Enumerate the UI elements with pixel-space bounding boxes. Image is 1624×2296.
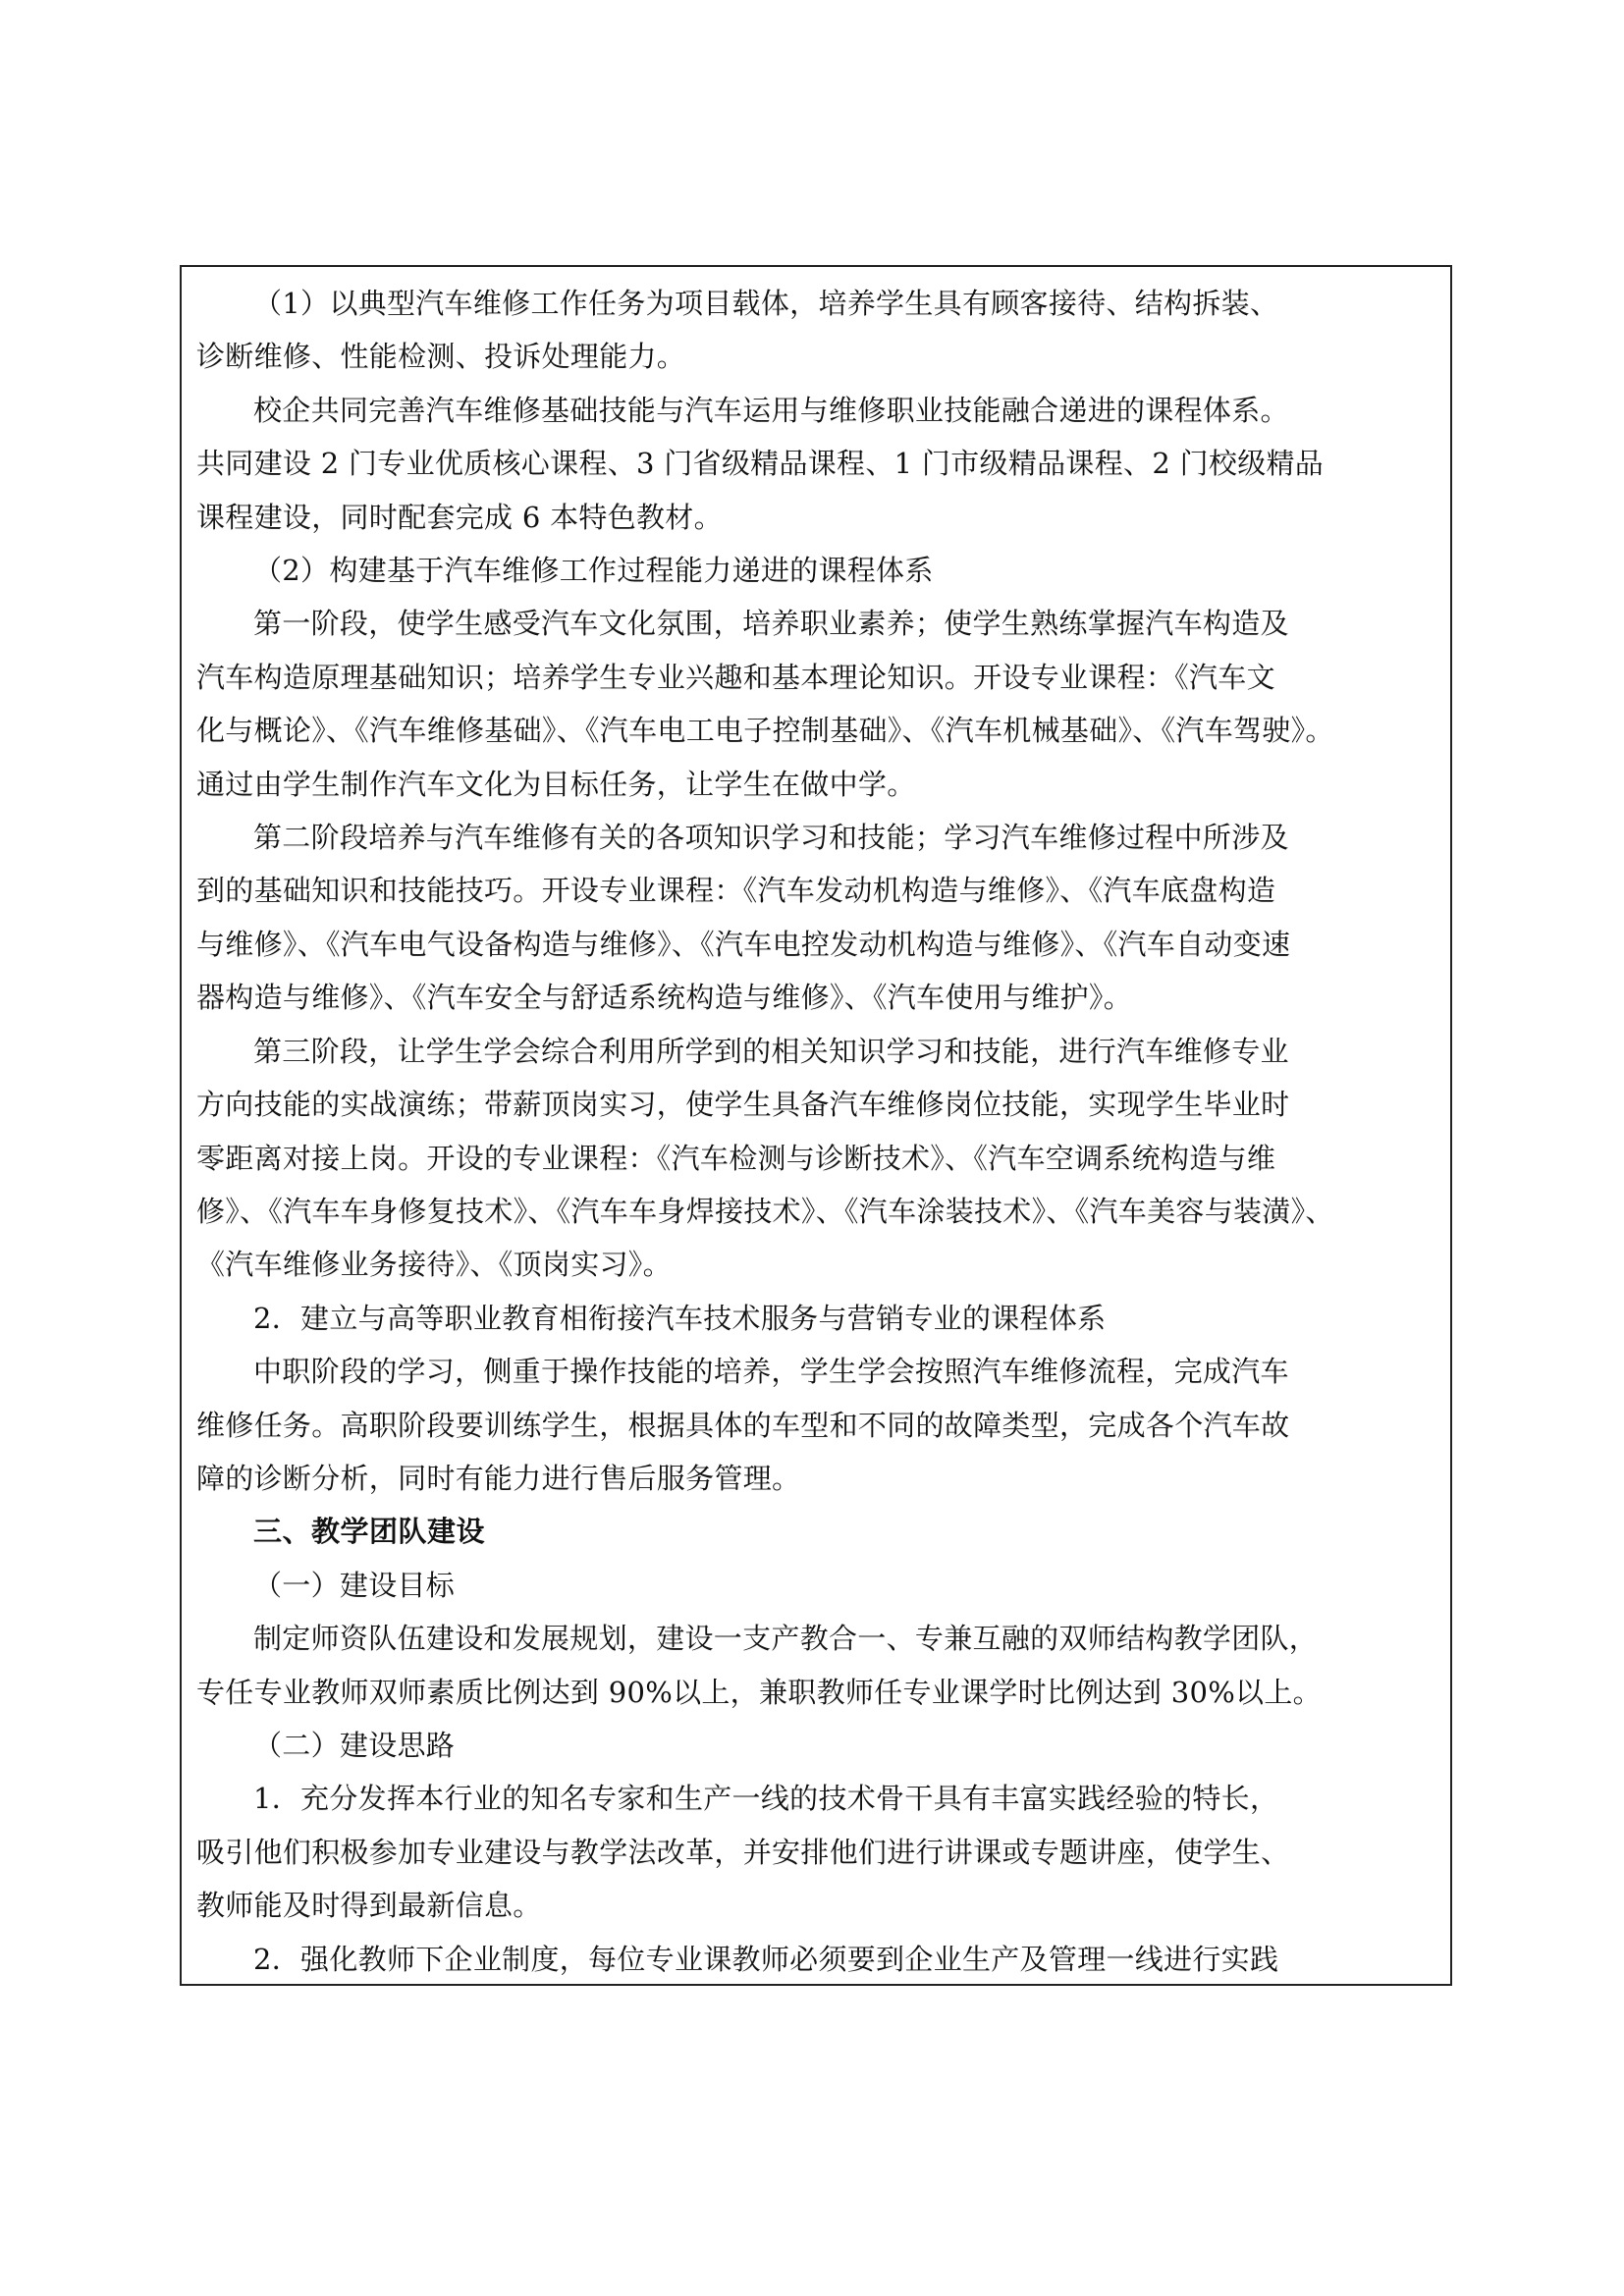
text-line: 方向技能的实战演练；带薪顶岗实习，使学生具备汽车维修岗位技能，实现学生毕业时: [196, 1088, 1290, 1122]
text-line: （2）构建基于汽车维修工作过程能力递进的课程体系: [253, 554, 934, 588]
text-line: 零距离对接上岗。开设的专业课程：《汽车检测与诊断技术》、《汽车空调系统构造与维: [196, 1141, 1276, 1175]
text-line: 化与概论》、《汽车维修基础》、《汽车电工电子控制基础》、《汽车机械基础》、《汽车驾驶》。: [196, 714, 1334, 748]
text-line: 中职阶段的学习，侧重于操作技能的培养，学生学会按照汽车维修流程，完成汽车: [253, 1355, 1289, 1389]
text-line: 修》、《汽车车身修复技术》、《汽车车身焊接技术》、《汽车涂装技术》、《汽车美容与装潢》、: [196, 1194, 1334, 1228]
document-body: [196, 277, 1441, 1986]
text-line: 1．充分发挥本行业的知名专家和生产一线的技术骨干具有丰富实践经验的特长，: [253, 1782, 1279, 1816]
text-line: 到的基础知识和技能技巧。开设专业课程：《汽车发动机构造与维修》、《汽车底盘构造: [196, 874, 1276, 908]
text-line: 器构造与维修》、《汽车安全与舒适系统构造与维修》、《汽车使用与维护》。: [196, 981, 1133, 1015]
section-heading: 三、教学团队建设: [253, 1515, 486, 1549]
text-line: 与维修》、《汽车电气设备构造与维修》、《汽车电控发动机构造与维修》、《汽车自动变速: [196, 927, 1291, 961]
text-line: 障的诊断分析，同时有能力进行售后服务管理。: [196, 1461, 801, 1495]
text-line: 汽车构造原理基础知识；培养学生专业兴趣和基本理论知识。开设专业课程：《汽车文: [196, 660, 1275, 694]
text-line: 教师能及时得到最新信息。: [196, 1889, 542, 1923]
text-line: 第一阶段，使学生感受汽车文化氛围，培养职业素养；使学生熟练掌握汽车构造及: [253, 607, 1289, 641]
text-line: 诊断维修、性能检测、投诉处理能力。: [196, 340, 686, 374]
text-line: 共同建设 2 门专业优质核心课程、3 门省级精品课程、1 门市级精品课程、2 门校级精品: [196, 447, 1325, 481]
text-line: 第三阶段，让学生学会综合利用所学到的相关知识学习和技能，进行汽车维修专业: [253, 1034, 1289, 1068]
text-line: 通过由学生制作汽车文化为目标任务，让学生在做中学。: [196, 767, 916, 801]
text-line: （二）建设思路: [253, 1728, 456, 1762]
text-line: 第二阶段培养与汽车维修有关的各项知识学习和技能；学习汽车维修过程中所涉及: [253, 821, 1289, 855]
text-line: 2．建立与高等职业教育相衔接汽车技术服务与营销专业的课程体系: [253, 1301, 1107, 1335]
text-line: 维修任务。高职阶段要训练学生，根据具体的车型和不同的故障类型，完成各个汽车故: [196, 1408, 1290, 1442]
text-line: 吸引他们积极参加专业建设与教学法改革，并安排他们进行讲课或专题讲座，使学生、: [196, 1835, 1290, 1869]
text-line: 课程建设，同时配套完成 6 本特色教材。: [196, 500, 723, 534]
text-line: 专任专业教师双师素质比例达到 90%以上，兼职教师任专业课学时比例达到 30%以上。: [196, 1675, 1322, 1709]
text-line: 制定师资队伍建设和发展规划，建设一支产教合一、专兼互融的双师结构教学团队，: [253, 1622, 1319, 1656]
text-line: 《汽车维修业务接待》、《顶岗实习》。: [196, 1248, 672, 1282]
text-line: 校企共同完善汽车维修基础技能与汽车运用与维修职业技能融合递进的课程体系。: [253, 393, 1289, 427]
text-line: 2．强化教师下企业制度，每位专业课教师必须要到企业生产及管理一线进行实践: [253, 1942, 1279, 1976]
text-line: （一）建设目标: [253, 1568, 456, 1602]
text-line: （1）以典型汽车维修工作任务为项目载体，培养学生具有顾客接待、结构拆装、: [253, 287, 1279, 320]
